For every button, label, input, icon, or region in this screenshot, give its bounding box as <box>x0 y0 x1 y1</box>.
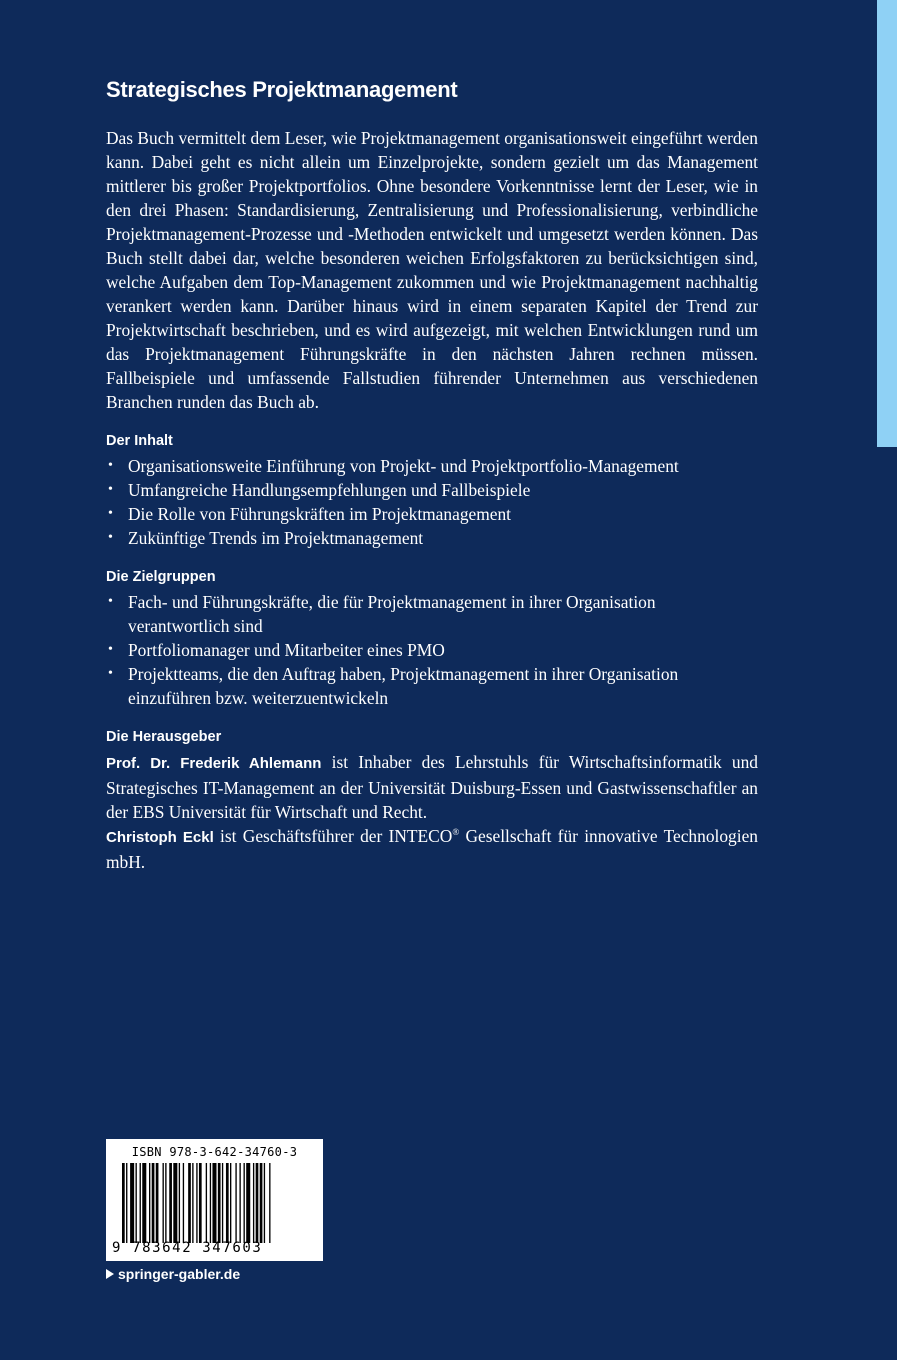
barcode-bar <box>179 1163 180 1243</box>
barcode-bar <box>218 1163 221 1243</box>
barcode-bar <box>188 1163 191 1243</box>
inhalt-heading: Der Inhalt <box>106 433 173 449</box>
isbn-label: ISBN 978-3-642-34760-3 <box>131 1145 298 1159</box>
list-item: • Fach- und Führungskräfte, die für Projektmanagement in ihrer Organisation verantwortlich sind <box>108 592 656 636</box>
barcode-bar <box>212 1163 216 1243</box>
bullet-icon: • <box>108 506 113 521</box>
editor-name: Christoph Eckl <box>106 829 214 846</box>
barcode-bar <box>165 1163 166 1243</box>
book-description: Das Buch vermittelt dem Leser, wie Projektmanagement organisationsweit eingeführt werden kann. Dabei geht es nicht allein um Einzelprojekte, sondern gezielt um das Management mittlerer bis großer Projektportfolios. Ohne besondere Vorkenntnisse lernt der Leser, wie in den drei Phasen: Standardisierung, Zentralisierung und Professionalisierung, verbindliche Projektmanagement-Prozesse und -Methoden entwickelt und umgesetzt werden können. Das Buch stellt dabei dar, welche besonderen weichen Erfolgsfaktoren zu berücksichtigen sind, welche Aufgaben dem Top-Management zukommen und wie Projektmanagement nachhaltig verankert werden kann. Darüber hinaus wird in einem separaten Kapitel der Trend zur Projektwirtschaft beschrieben, und es wird aufgezeigt, mit welchen Entwicklungen rund um das Projektmanagement Führungskräfte in den nächsten Jahren rechnen müssen. Fallbeispiele und umfassende Fallstudien führender Unternehmen aus verschiedenen Branchen runden das Buch ab. <box>106 128 758 412</box>
barcode-bar <box>230 1163 231 1243</box>
zielgruppen-heading: Die Zielgruppen <box>106 569 216 585</box>
spine-accent-strip <box>877 0 897 447</box>
barcode-bar <box>256 1163 259 1243</box>
barcode-bar <box>206 1163 207 1243</box>
cover-content <box>106 74 758 874</box>
barcode-bar <box>210 1163 211 1243</box>
barcode-bar <box>244 1163 245 1243</box>
list-item: • Zukünftige Trends im Projektmanagement <box>108 528 424 548</box>
barcode-bar <box>136 1163 137 1243</box>
barcode-bar <box>196 1163 197 1243</box>
list-item: • Die Rolle von Führungskräften im Projektmanagement <box>108 504 512 524</box>
isbn-barcode <box>106 1139 323 1261</box>
barcode-bar <box>173 1163 177 1243</box>
ean-digits: 9 783642 347603 <box>112 1240 263 1256</box>
barcode-bars <box>122 1163 314 1243</box>
barcode-bar <box>226 1163 229 1243</box>
barcode-bar <box>253 1163 254 1243</box>
list-item: • Umfangreiche Handlungsempfehlungen und Fallbeispiele <box>108 480 531 500</box>
barcode-bar <box>140 1163 141 1243</box>
barcode-bar <box>122 1163 125 1243</box>
bullet-icon: • <box>108 594 113 609</box>
barcode-bar <box>269 1163 270 1243</box>
herausgeber-heading: Die Herausgeber <box>106 729 222 745</box>
editor-bio-1: Prof. Dr. Frederik Ahlemann ist Inhaber des Lehrstuhls für Wirtschaftsinformatik und Strategisches IT-Management an der Universität Duisburg-Essen und Gastwissenschaftler an der EBS Universität für Wirtschaft und Recht. <box>106 752 758 822</box>
barcode-bar <box>192 1163 193 1243</box>
book-title: Strategisches Projektmanagement <box>106 77 458 102</box>
barcode-bar <box>152 1163 155 1243</box>
bullet-icon: • <box>108 642 113 657</box>
bullet-icon: • <box>108 482 113 497</box>
list-item: • Projektteams, die den Auftrag haben, Projektmanagement in ihrer Organisation einzuführen bzw. weiterzuentwickeln <box>108 664 679 708</box>
barcode-bar <box>126 1163 127 1243</box>
publisher-website-link[interactable]: springer-gabler.de <box>106 1266 240 1282</box>
barcode-bar <box>156 1163 159 1243</box>
barcode-bar <box>239 1163 240 1243</box>
barcode-bar <box>142 1163 146 1243</box>
bullet-icon: • <box>108 530 113 545</box>
editor-bio-2: Christoph Eckl ist Geschäftsführer der INTECO® Gesellschaft für innovative Technologien mbH. <box>106 826 758 872</box>
barcode-bar <box>163 1163 164 1243</box>
barcode-bar <box>260 1163 263 1243</box>
inhalt-list <box>106 454 758 550</box>
bullet-icon: • <box>108 458 113 473</box>
list-item: • Portfoliomanager und Mitarbeiter eines PMO <box>108 640 445 660</box>
barcode-bar <box>222 1163 223 1243</box>
barcode-bar <box>149 1163 150 1243</box>
barcode-bar <box>235 1163 236 1243</box>
barcode-bar <box>246 1163 250 1243</box>
bullet-icon: • <box>108 666 113 681</box>
barcode-bar <box>183 1163 184 1243</box>
editor-name: Prof. Dr. Frederik Ahlemann <box>106 755 322 772</box>
arrow-right-icon <box>106 1269 114 1279</box>
zielgruppen-list <box>106 590 758 710</box>
list-item: • Organisationsweite Einführung von Projekt- und Projektportfolio-Management <box>108 456 679 476</box>
barcode-bar <box>199 1163 202 1243</box>
barcode-bar <box>264 1163 265 1243</box>
barcode-bar <box>130 1163 134 1243</box>
barcode-bar <box>169 1163 172 1243</box>
registered-mark: ® <box>452 827 460 838</box>
